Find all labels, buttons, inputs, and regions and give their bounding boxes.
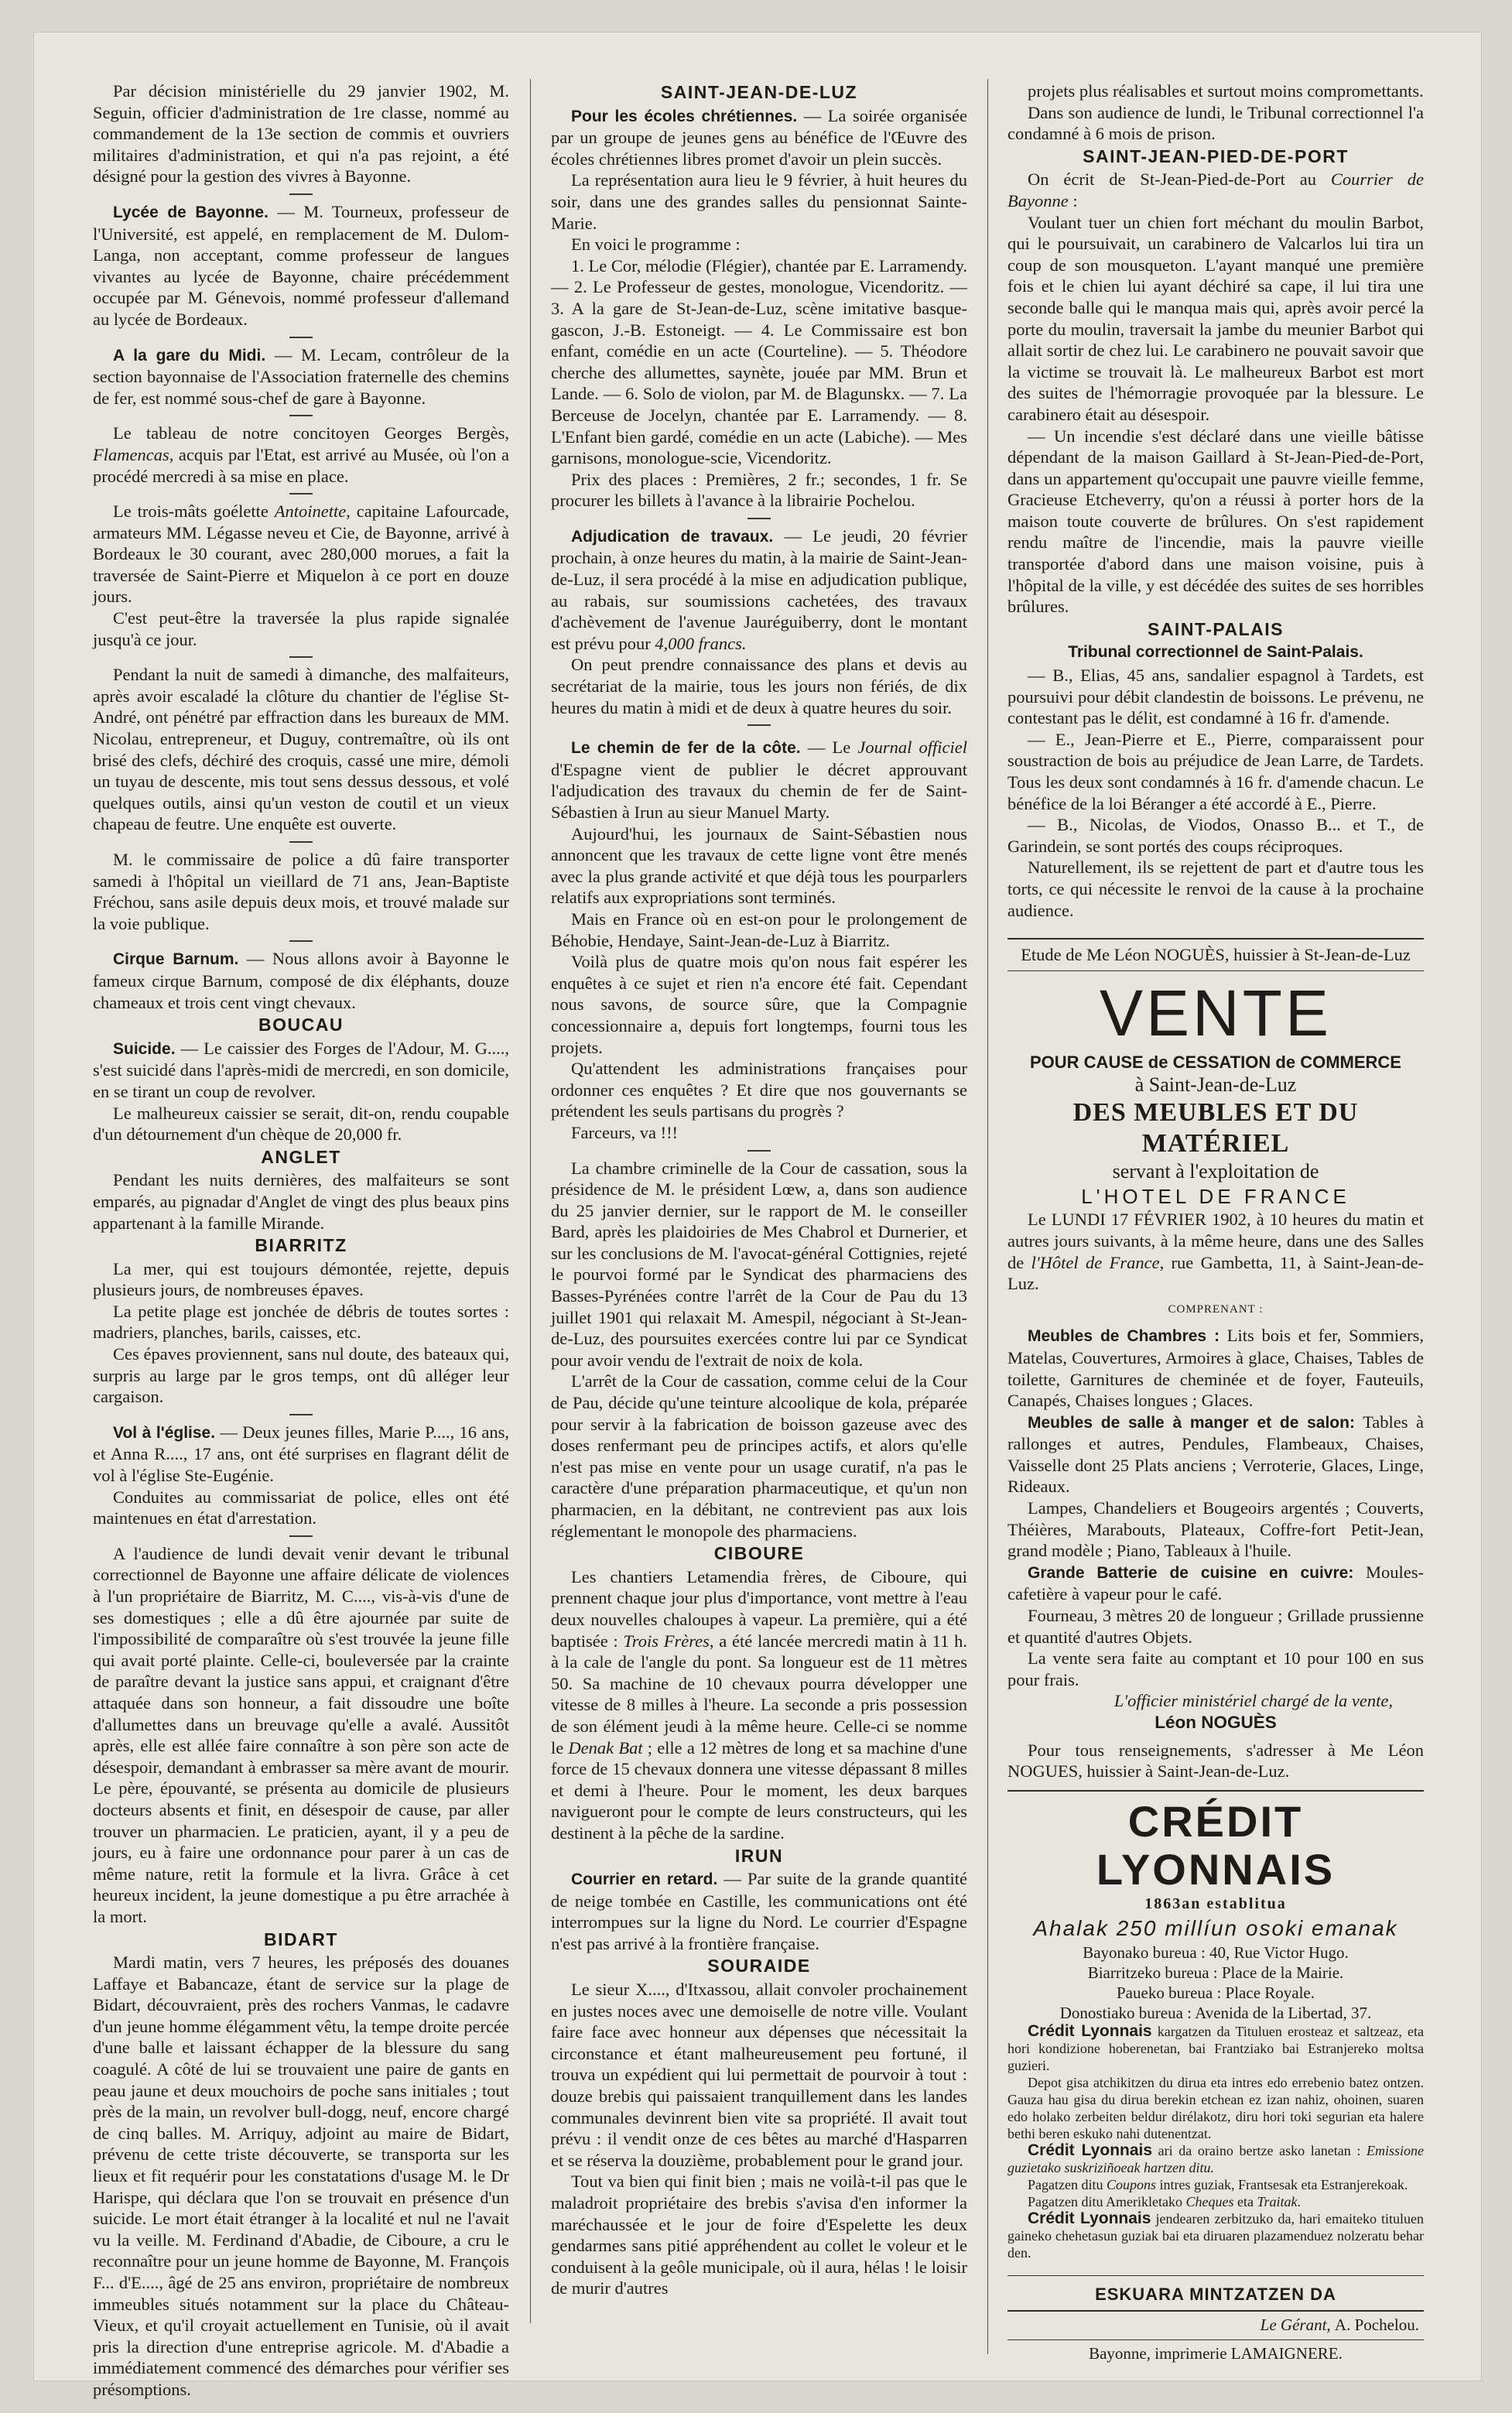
- article-on-ecrit: [1007, 169, 1424, 211]
- credit-span: Pagatzen ditu Amerikletako: [1028, 2194, 1186, 2210]
- article-chemin-2: Aujourd'hui, les journaux de Saint-Sébastien nous annoncent que les travaux de cette ligne vont être menés avec la plus grande activité et que déjà tous les pourparlers relatifs aux expropriations sont terminés.: [551, 823, 967, 908]
- credit-text: [1007, 2193, 1424, 2210]
- article-epaves: Ces épaves proviennent, sans nul doute, des bateaux qui, surpris au large par le gros temps, ont dû alléger leur cargaison.: [93, 1344, 509, 1407]
- article-mer: La mer, qui est toujours démontée, rejette, depuis plusieurs jours, de nombreuses épaves.: [93, 1258, 509, 1300]
- article-lead: Lycée de Bayonne.: [113, 203, 269, 221]
- ad-text: , rue Gambetta, 11, à Saint-Jean-de-Luz.: [1007, 1252, 1424, 1294]
- column-3: [1007, 80, 1424, 2364]
- article-brebis-prison: Dans son audience de lundi, le Tribunal correctionnel l'a condamné à 6 mois de prison.: [1007, 102, 1424, 144]
- credit-lead: Crédit Lyonnais: [1028, 2141, 1153, 2160]
- article-cassation: La chambre criminelle de la Cour de cassation, sous la présidence de M. le président Lœw, a, dans son audience du 25 janvier dernier, sur le rapport de M. le conseiller Bard, après les plaidoiries de Mes Chabrol et Durnerier, et sur les conclusions de M. l'avocat-général Cottignies, rejeté le pourvoi formé par le Syndicat des pharmaciens des Basses-Pyrénées contre l'arrêt de la Cour de Pau du 13 juillet 1901 qui relaxait M. Amespil, négociant à St-Jean-de-Luz, des poursuites exercées contre lui par ce Syndicat pour avoir vendu de l'extrait de noix de kola.: [551, 1158, 967, 1370]
- credit-capital: Ahalak 250 millíun osoki emanak: [1033, 1916, 1398, 1941]
- article-brebis: Le sieur X...., d'Itxassou, allait convoler prochainement en justes noces avec une demoiselle de notre ville. Voulant faire face avec honneur aux dépenses que nécessitait la circonstance et étant malheureusement peu fortuné, il trouva un expédient qui lui permettait de pourvoir à tout : douze brebis qui paissaient tranquillement dans les landes communales devinrent bien vite sa propriété. Il avait tout prévu : il vendit onze de ces bêtes au marché d'Hasparren et se réserva la douzième, probablement pour le grand jour.: [551, 1980, 967, 2170]
- article-text: Les chantiers Letamendia frères, de Ciboure, qui prennent chaque jour plus d'importance, vont mettre à l'eau deux nouvelles chaloupes à vapeur. La première, qui a été baptisée :: [551, 1566, 967, 1651]
- credit-text: [1007, 2142, 1424, 2176]
- article-brebis-2: Tout va bien qui finit bien ; mais ne voilà-t-il pas que le maladroit propriétaire des brebis s'avisa d'en informer la maréchaussée et le jour de foire d'Espelette les deux gendarmes sans pitié appréhendent au collet le voleur et le conduisent à la geôle municipale, où il aura, hélas ! le loisir de murir d'autres: [551, 2172, 967, 2298]
- article-chemin-5: Qu'attendent les administrations françaises pour ordonner ces enquêtes ? Et dire que nos gouvernants se prétendent les seuls partisans du progrès ?: [551, 1059, 967, 1121]
- article-plage: La petite plage est jonchée de débris de toutes sortes : madriers, planches, barils, caisses, etc.: [93, 1301, 509, 1343]
- article-text: — Deux jeunes filles, Marie P...., 16 ans, et Anna R...., 17 ans, ont été surprises en flagrant délit de vol à l'église Ste-Eugénie.: [93, 1422, 509, 1486]
- article-lead: Le chemin de fer de la côte.: [571, 739, 801, 758]
- article-lead: Vol à l'église.: [113, 1423, 216, 1442]
- separator: [747, 518, 771, 519]
- ad-place: à Saint-Jean-de-Luz: [1134, 1073, 1297, 1097]
- ad-hotel: L'HOTEL DE FRANCE: [1081, 1185, 1350, 1209]
- article-lead: A la gare du Midi.: [113, 346, 266, 365]
- ad-comprenant: COMPRENANT :: [1168, 1302, 1264, 1316]
- article-lycee: [93, 201, 509, 330]
- article-gare: [93, 344, 509, 409]
- credit-branch: Bayonako bureua : 40, Rue Victor Hugo.: [1083, 1943, 1349, 1963]
- article-italic: Antoinette: [274, 501, 347, 522]
- article-vieillard: M. le commissaire de police a dû faire transporter samedi à l'hôpital un vieillard de 71 ans, Jean-Baptiste Fréchou, sans asile depuis deux mois, et trouvé malade sur la voie publique.: [93, 850, 509, 933]
- ad-etude: Etude de Me Léon NOGUÈS, huissier à St-Jean-de-Luz: [1007, 944, 1424, 971]
- credit-italic: Traitak: [1257, 2194, 1298, 2210]
- article-audience: A l'audience de lundi devait venir devant le tribunal correctionnel de Bayonne une affaire délicate de violences à l'un propriétaire de Biarritz, M. C...., vis-à-vis d'une de ses domestiques ; elle a dû être ajournée par suite de l'impossibilité de comparaître où s'est trouvée la jeune fille qui avait porté plainte. Celle-ci, bouleversée par la crainte de paraître devant la justice sans appui, et craignant d'être attaquée dans son honneur, a fait dissoudre une boîte d'allumettes dans un breuvage qu'elle a avalé. Aussitôt après, elle est allée faire connaître à son père son acte de désespoir, demandant à embrasser sa mère avant de mourir. Le père, épouvanté, se présenta au domicile de plusieurs docteurs absents et finit, en désespoir de cause, par aller trouver un pharmacien. Le praticien, ayant, il y a peu de jours, eu à faire une ordonnance pour parer à un cas de même nature, retit la formule et la livra. Grâce à cet heureux incident, la jeune domestique a pu être arrachée à la mort.: [93, 1543, 509, 1926]
- ad-officier: L'officier ministériel chargé de la vente,: [1113, 1691, 1393, 1711]
- column-2: [551, 80, 967, 2299]
- separator: [289, 493, 313, 495]
- article-berges: [93, 423, 509, 487]
- credit-lead: Crédit Lyonnais: [1028, 2022, 1152, 2041]
- article-text: — Le caissier des Forges de l'Adour, M. G...., s'est suicidé dans l'après-midi de mercredi, en son domicile, en se tirant un coup de revolver.: [93, 1038, 509, 1101]
- article-tribunal-1: — B., Elias, 45 ans, sandalier espagnol à Tardets, est poursuivi pour débit clandestin de boissons. Le prévenu, ne contestant pas le délit, est condamné à 16 fr. d'amende.: [1007, 666, 1424, 728]
- heading-saint-palais: SAINT-PALAIS: [1147, 618, 1285, 639]
- gerant-label: Le Gérant,: [1260, 2315, 1335, 2334]
- article-antoinette: [93, 501, 509, 608]
- article-pignadar: Pendant les nuits dernières, des malfaiteurs se sont emparés, au pignadar d'Anglet de vingt des plus beaux pins appartenant à la famille Mirande.: [93, 1170, 509, 1233]
- ad-batterie: [1007, 1562, 1424, 1605]
- credit-span: Pagatzen ditu: [1028, 2177, 1107, 2193]
- article-cadavre: Mardi matin, vers 7 heures, les préposés des douanes Laffaye et Babancaze, étant de service sur la plage de Bidart, découvraient, près des rochers Vanmas, le cadavre d'un jeune homme élégamment vêtu, la tempe droite percée d'une balle et laissant échapper de la blessure du sang coagulé. A côté de lui se trouvaient une paire de gants en peau jaune et deux mouchoirs de poche sans initiales ; tout près de la main, un revolver bull-dogg, neuf, encore chargé de cinq balles. M. Arriquy, adjoint au maire de Bidart, prévenu de cette triste découverte, se transporta sur les lieux et fit requérir pour les constatations d'usage M. le Dr Harispe, qui déclara que l'on se trouvait en présence d'un suicide. Le mort était étranger à la localité et nul ne l'avait vu la veille. M. Ferdinand d'Abadie, de Ciboure, a cru le reconnaître pour un jeune homme de Bayonne, M. François F... d'E...., âgé de 25 ans environ, propriétaire de nombreux immeubles situés notamment sur la place du Château-Vieux, et qu'il croyait actuellement en Tunisie, où il avait pris la direction d'une entreprise agricole. M. d'Abadie a immédiatement commencé des démarches pour vérifier ses présomptions.: [93, 1953, 509, 2399]
- advertisement-vente: [1007, 938, 1424, 1792]
- separator: [289, 940, 313, 942]
- credit-span: kargatzen da Tituluen erosteaz et saltzeaz, eta hori kondizione hoberenetan, bai Frantziako bai Estranjereko moltsa guzieri.: [1007, 2024, 1424, 2074]
- article-malfaiteurs: Pendant la nuit de samedi à dimanche, des malfaiteurs, après avoir escaladé la clôture du chantier de l'église St-André, ont pénétré par effraction dans les bureaux de MM. Nicolau, entrepreneur, et Duguy, contremaître, où ils ont brisé des clefs, déchiré des croquis, cassé une mire, démoli un tuyau de descente, mis tout sens dessus dessous, et volé quelques outils, ainsi qu'un veston de coutil et un vieux chapeau de feutre. Une enquête est ouverte.: [93, 665, 509, 834]
- column-1: [93, 80, 509, 2401]
- article-chemin-4: Voilà plus de quatre mois qu'on nous fait espérer les enquêtes à ce sujet et rien n'a encore été fait. Cependant nous savons, de source sûre, que la Compagnie concessionnaire a, depuis fort longtemps, fourni tous les projets.: [551, 952, 967, 1057]
- ad-lead: Meubles de Chambres :: [1028, 1327, 1220, 1346]
- article-brebis-cont: projets plus réalisables et surtout moins compromettants.: [1028, 81, 1424, 101]
- article-lead: Adjudication de travaux.: [571, 527, 774, 546]
- ad-lead: Meubles de salle à manger et de salon:: [1028, 1413, 1355, 1432]
- article-italic: Trois Frères: [623, 1631, 710, 1651]
- ad-text: Tables à rallonges et autres, Pendules, Flambeaux, Chaises, Vaisselle dont 25 Plats anciens ; Verroterie, Glaces, Linge, Rideaux.: [1007, 1412, 1424, 1497]
- ad-italic: l'Hôtel de France: [1031, 1252, 1160, 1272]
- article-italic: Denak Bat: [568, 1737, 643, 1758]
- article-carabinero: Voulant tuer un chien fort méchant du moulin Barbot, qui le poursuivait, un carabinero de Valcarlos lui tira un coup de son mousqueton. L'ayant manqué une première fois et le chien lui ayant déchiré sa cape, il lui tira une seconde balle qui le manqua mais qui, après avoir percé la porte du moulin, traversait la jambe du meunier Barbot qui allait sortir de chez lui. Le carabinero ne pouvait savoir que la victime se trouvait là. Le malheureux Barbot est mort des suites de l'hémorragie provoquée par la blessure. Le carabinero était au désespoir.: [1007, 212, 1424, 424]
- article-courrier: [551, 1868, 967, 1954]
- separator: [289, 415, 313, 416]
- article-cassation-2: L'arrêt de la Cour de cassation, comme celui de la Cour de Pau, décide qu'une teinture alcoolique de kola, préparée pour servir à la fabrication de boisson gazeuse avec des doses renfermant peu de principes actifs, et alors qu'elle n'est pas mise en vente pour un usage curatif, n'a pas le caractère d'une préparation pharmaceutique, et qu'un non pharmacien, en la débitant, ne contrevient pas aux lois réglementant le monopole des pharmaciens.: [551, 1371, 967, 1541]
- separator: [289, 841, 313, 843]
- article-italic: Courrier de Bayonne: [1007, 169, 1424, 210]
- credit-text: Depot gisa atchikitzen du dirua eta intres edo errebenio batez ontzen. Gauza hau gisa du dirua berekin etchean ez izan nahiz, ohoinen, suaren edo holako zerbeiten beldur dirélakotz, diru hori toki segurian eta halere bethi beren eskuko nahi dutenentzat.: [1007, 2075, 1424, 2142]
- article-vol-eglise-2: Conduites au commissariat de police, elles ont été maintenues en état d'arrestation.: [93, 1487, 509, 1528]
- ad-lead: Grande Batterie de cuisine en cuivre:: [1028, 1563, 1354, 1582]
- heading-saint-jean-pied-de-port: SAINT-JEAN-PIED-DE-PORT: [1083, 145, 1349, 166]
- article-suicide: [93, 1038, 509, 1103]
- ad-meubles-title: DES MEUBLES ET DU MATÉRIEL: [1072, 1098, 1359, 1159]
- ad-fourneau: Fourneau, 3 mètres 20 de longueur ; Grillade prussienne et quantité d'autres Objets.: [1007, 1606, 1424, 1647]
- credit-span: jendearen zerbitzuko da, hari emaiteko tituluen gaineko chehetasun guziak bai eta diruaren plazamenduez nolzeratu behar den.: [1007, 2211, 1424, 2261]
- ad-text: Moules-cafetière à vapeur pour le café.: [1007, 1562, 1424, 1604]
- article-italic: Journal officiel: [857, 738, 967, 758]
- ad-date: [1007, 1209, 1424, 1294]
- article-text: d'Espagne vient de publier le décret approuvant l'adjudication des travaux du chemin de fer de Saint-Sébastien à Irun au sieur Manuel Marty.: [551, 759, 967, 822]
- article-adjudication-2: On peut prendre connaissance des plans et devis au secrétariat de la mairie, tous les jours non fériés, de dix heures du matin à midi et de deux à quatre heures du soir.: [551, 655, 967, 717]
- article-text: — M. Tourneux, professeur de l'Université, est appelé, en remplacement de M. Dulom-Langa, non acceptant, comme professeur de langues vivantes au lycée de Bayonne, chaire précédemment occupée par M. Génevois, nommé professeur d'allemand au lycée de Bordeaux.: [93, 201, 509, 329]
- ad-text: Le LUNDI 17 FÉVRIER 1902, à 10 heures du matin et autres jours suivants, à la même heure, dans une des Salles de: [1007, 1210, 1424, 1272]
- separator: [289, 656, 313, 658]
- heading-ciboure: CIBOURE: [713, 1543, 805, 1564]
- gerant-line: [1007, 2315, 1424, 2336]
- credit-text: [1007, 2176, 1424, 2193]
- article-vol-eglise: [93, 1422, 509, 1487]
- article-text: , a été lancée mercredi matin à 11 h. à la cale de l'angle du pont. Sa longueur est de 11 mètres 50. Sa machine de 10 chevaux pourra développer une vitesse de 8 milles à l'heure. La seconde a pris possession de son élément jeudi à la même heure. Celle-ci se nomme le: [551, 1631, 967, 1758]
- credit-span: intres guziak, Frantsesak eta Estranjerekoak.: [1156, 2177, 1408, 2193]
- heading-boucau: BOUCAU: [258, 1015, 344, 1035]
- article-incendie: — Un incendie s'est déclaré dans une vieille bâtisse dépendant de la maison Gaillard à St-Jean-Pied-de-Port, dans un appartement qu'occupait une pauvre vieille femme, Gracieuse Etcheverry, qu'on a réussi à porter hors de la maison toute couverte de brûlures. On s'est rapidement rendu maître de l'incendie, mais la pauvre vieille transportée d'abord dans une maison voisine, puis à l'hôpital de la ville, y est décédée des suites de ses horribles brûlures.: [1007, 426, 1424, 617]
- newspaper-page: [34, 33, 1481, 2399]
- article-text: — La soirée organisée par un groupe de jeunes gens au bénéfice de l'Œuvre des écoles chrétiennes libres promet d'avoir un plein succès.: [551, 105, 967, 169]
- article-chemin-3: Mais en France où en est-on pour le prolongement de Béhobie, Hendaye, Saint-Jean-de-Luz à Biarritz.: [551, 909, 967, 950]
- ad-renseignements: Pour tous renseignements, s'adresser à Me Léon NOGUES, huissier à Saint-Jean-de-Luz.: [1007, 1740, 1424, 1782]
- article-text: ; elle a 12 mètres de long et sa machine d'une force de 15 chevaux donnera une vitesse dépassant 8 milles et demi à l'heure. Pour le moment, les deux barques navigueront pour le compte de leurs constructeurs, qui les destinent à la pêche de la sardine.: [551, 1737, 967, 1843]
- article-lead: Cirque Barnum.: [113, 950, 239, 969]
- article-seguin: Par décision ministérielle du 29 janvier 1902, M. Seguin, officier d'administration de 1re classe, nommé au commandement de la 13e section de commis et ouvriers militaires d'administration, et qui n'a pas rejoint, a été désigné pour la gestion des vivres à Bayonne.: [93, 81, 509, 187]
- article-tribunal-2: — E., Jean-Pierre et E., Pierre, comparaissent pour soustraction de bois au préjudice de Jean Larre, de Tardets. Tous les deux sont condamnés à 16 fr. d'amende chacun. Le bénéfice de la loi Béranger a été accordé à E., Pierre.: [1007, 729, 1424, 813]
- article-text: — Le: [800, 738, 858, 758]
- article-text: — Le jeudi, 20 février prochain, à onze heures du matin, à la mairie de Saint-Jean-de-Luz, il sera procédé à la mise en adjudication publique, au rabais, sur soumissions cachetées, des travaux d'achèvement de l'avenue Jauréguiberry, dont le montant est prévu pour: [551, 525, 967, 653]
- article-text: , capitaine Lafourcade, armateurs MM. Légasse neveu et Cie, de Bayonne, arrivé à Bordeaux le 30 courant, avec 280,000 morues, a fait la traversée de Saint-Pierre et Miquelon à ce port en douze jours.: [93, 501, 509, 607]
- imprimerie-line: Bayonne, imprimerie LAMAIGNERE.: [1007, 2339, 1424, 2365]
- ad-servant: servant à l'exploitation de: [1112, 1160, 1319, 1183]
- article-barnum: [93, 948, 509, 1013]
- ad-signature: Léon NOGUÈS: [1155, 1713, 1277, 1732]
- article-programme-intro: En voici le programme :: [571, 234, 741, 255]
- article-chantiers: [551, 1566, 967, 1844]
- credit-established: 1863an establitua: [1144, 1894, 1287, 1912]
- ad-text: Lits bois et fer, Sommiers, Matelas, Couvertures, Armoires à glace, Chaises, Tables de toilette, Garnitures de cheminée et de foyer, Fauteuils, Canapés, Chaises longues ; Glaces.: [1007, 1326, 1425, 1411]
- ad-meubles-salle: [1007, 1412, 1424, 1497]
- article-antoinette-2: C'est peut-être la traversée la plus rapide signalée jusqu'à ce jour.: [93, 608, 509, 649]
- separator: [289, 193, 313, 195]
- credit-mintzatzen: ESKUARA MINTZATZEN DA: [1007, 2275, 1424, 2305]
- article-lead: Pour les écoles chrétiennes.: [571, 107, 798, 125]
- credit-italic: Coupons: [1106, 2177, 1156, 2193]
- heading-anglet: ANGLET: [261, 1146, 341, 1167]
- article-ecoles: [551, 105, 967, 170]
- article-chemin-de-fer: [551, 737, 967, 823]
- article-prix: Prix des places : Premières, 2 fr.; secondes, 1 fr. Se procurer les billets à l'avance à la librairie Pochelou.: [551, 469, 967, 511]
- ad-vente-title: VENTE: [1099, 976, 1332, 1049]
- heading-souraide: SOURAIDE: [707, 1956, 811, 1977]
- subheading-tribunal: Tribunal correctionnel de Saint-Palais.: [1068, 643, 1363, 662]
- article-programme: 1. Le Cor, mélodie (Flégier), chantée par E. Larramendy. — 2. Le Professeur de gestes, monologue, Vicendoritz. — 3. A la gare de St-Jean-de-Luz, scène imitative basque-gascon, J.-B. Estoneigt. — 4. Le Commissaire est bon enfant, comédie en un acte (Courteline). — 5. Théodore cherche des allumettes, saynète, jouée par MM. Brun et Lande. — 6. Solo de violon, par M. de Blagunskx. — 7. La Berceuse de Jocelyn, chantée par E. Larramendy. — 8. L'Enfant bien gardé, comédie en un acte (Labiche). — Mes garnisons, monologue-scie, Vicendoritz.: [551, 255, 967, 468]
- credit-text: [1007, 2210, 1424, 2261]
- separator: [289, 337, 313, 338]
- ad-comptant: La vente sera faite au comptant et 10 pour 100 en sus pour frais.: [1007, 1648, 1424, 1689]
- article-representation: La représentation aura lieu le 9 février, à huit heures du soir, dans une des grandes salles du pensionnat Sainte-Marie.: [551, 170, 967, 233]
- article-text: — Nous allons avoir à Bayonne le fameux cirque Barnum, composé de dix éléphants, douze chameaux et trois cent vingt chevaux.: [93, 949, 509, 1012]
- article-text: On écrit de St-Jean-Pied-de-Port au: [1028, 169, 1331, 190]
- article-text: — M. Lecam, contrôleur de la section bayonnaise de l'Association fraternelle des chemins de fer, est nommé sous-chef de gare à Bayonne.: [93, 344, 509, 408]
- separator: [289, 1535, 313, 1537]
- heading-biarritz: BIARRITZ: [255, 1235, 347, 1256]
- credit-branch: Biarritzeko bureua : Place de la Mairie.: [1087, 1963, 1344, 1983]
- credit-span: .: [1297, 2194, 1301, 2210]
- ad-meubles-chambres: [1007, 1325, 1424, 1411]
- article-adjudication: [551, 525, 967, 655]
- article-text: , acquis par l'Etat, est arrivé au Musée, où l'on a procédé mercredi à sa mise en place.: [93, 444, 509, 486]
- credit-lead: Crédit Lyonnais: [1028, 2209, 1151, 2228]
- separator: [747, 724, 771, 726]
- article-lead: Courrier en retard.: [571, 1871, 718, 1889]
- article-suicide-2: Le malheureux caissier se serait, dit-on, rendu coupable d'un détournement d'un chèque de 20,000 fr.: [93, 1103, 509, 1145]
- heading-saint-jean-de-luz: SAINT-JEAN-DE-LUZ: [660, 82, 858, 102]
- article-tribunal-4: Naturellement, ils se rejettent de part et d'autre tous les torts, ce qui nécessite le renvoi de la cause à la prochaine audience.: [1007, 857, 1424, 920]
- heading-bidart: BIDART: [264, 1929, 338, 1949]
- article-text: :: [1068, 190, 1078, 210]
- credit-branch: Donostiako bureua : Avenida de la Libertad, 37.: [1059, 2004, 1372, 2023]
- heading-irun: IRUN: [734, 1845, 784, 1866]
- separator: [747, 1150, 771, 1152]
- credit-title: CRÉDIT LYONNAIS: [1096, 1796, 1336, 1894]
- credit-text: [1007, 2023, 1424, 2074]
- article-text: Le tableau de notre concitoyen Georges Bergès,: [113, 423, 509, 443]
- credit-branch: Paueko bureua : Place Royale.: [1117, 1983, 1315, 2003]
- column-rule-left: [530, 79, 531, 2323]
- article-italic: Flamencas: [93, 444, 169, 464]
- column-rule-right: [987, 79, 988, 2354]
- ad-cause: POUR CAUSE de CESSATION de COMMERCE: [1030, 1052, 1401, 1072]
- article-lead: Suicide.: [113, 1039, 176, 1058]
- article-text: Le trois-mâts goélette: [113, 501, 275, 522]
- article-tribunal-3: — B., Nicolas, de Viodos, Onasso B... et T., de Garindein, se sont portés des coups réciproques.: [1007, 815, 1424, 856]
- gerant-name: A. Pochelou.: [1334, 2315, 1419, 2334]
- credit-span: eta: [1233, 2194, 1257, 2210]
- credit-italic: Emissione guzietako suskriziñoeak hartzen ditu.: [1007, 2143, 1424, 2176]
- article-italic: 4,000 francs.: [655, 633, 747, 653]
- ad-lampes: Lampes, Chandeliers et Bougeoirs argentés ; Couverts, Théières, Marabouts, Plateaux, Coffre-fort Petit-Jean, grand modèle ; Piano, Tableaux à l'huile.: [1007, 1498, 1424, 1561]
- article-chemin-6: Farceurs, va !!!: [571, 1122, 679, 1142]
- separator: [289, 1414, 313, 1415]
- advertisement-credit-lyonnais: [1007, 1798, 1424, 2312]
- article-text: — Par suite de la grande quantité de neige tombée en Castille, les communications ont été interrompues sur la ligne du Nord. Le courrier d'Espagne n'est pas arrivé à la frontière française.: [551, 1869, 967, 1953]
- credit-span: ari da oraino bertze asko lanetan :: [1152, 2143, 1367, 2159]
- credit-italic: Cheques: [1185, 2194, 1234, 2210]
